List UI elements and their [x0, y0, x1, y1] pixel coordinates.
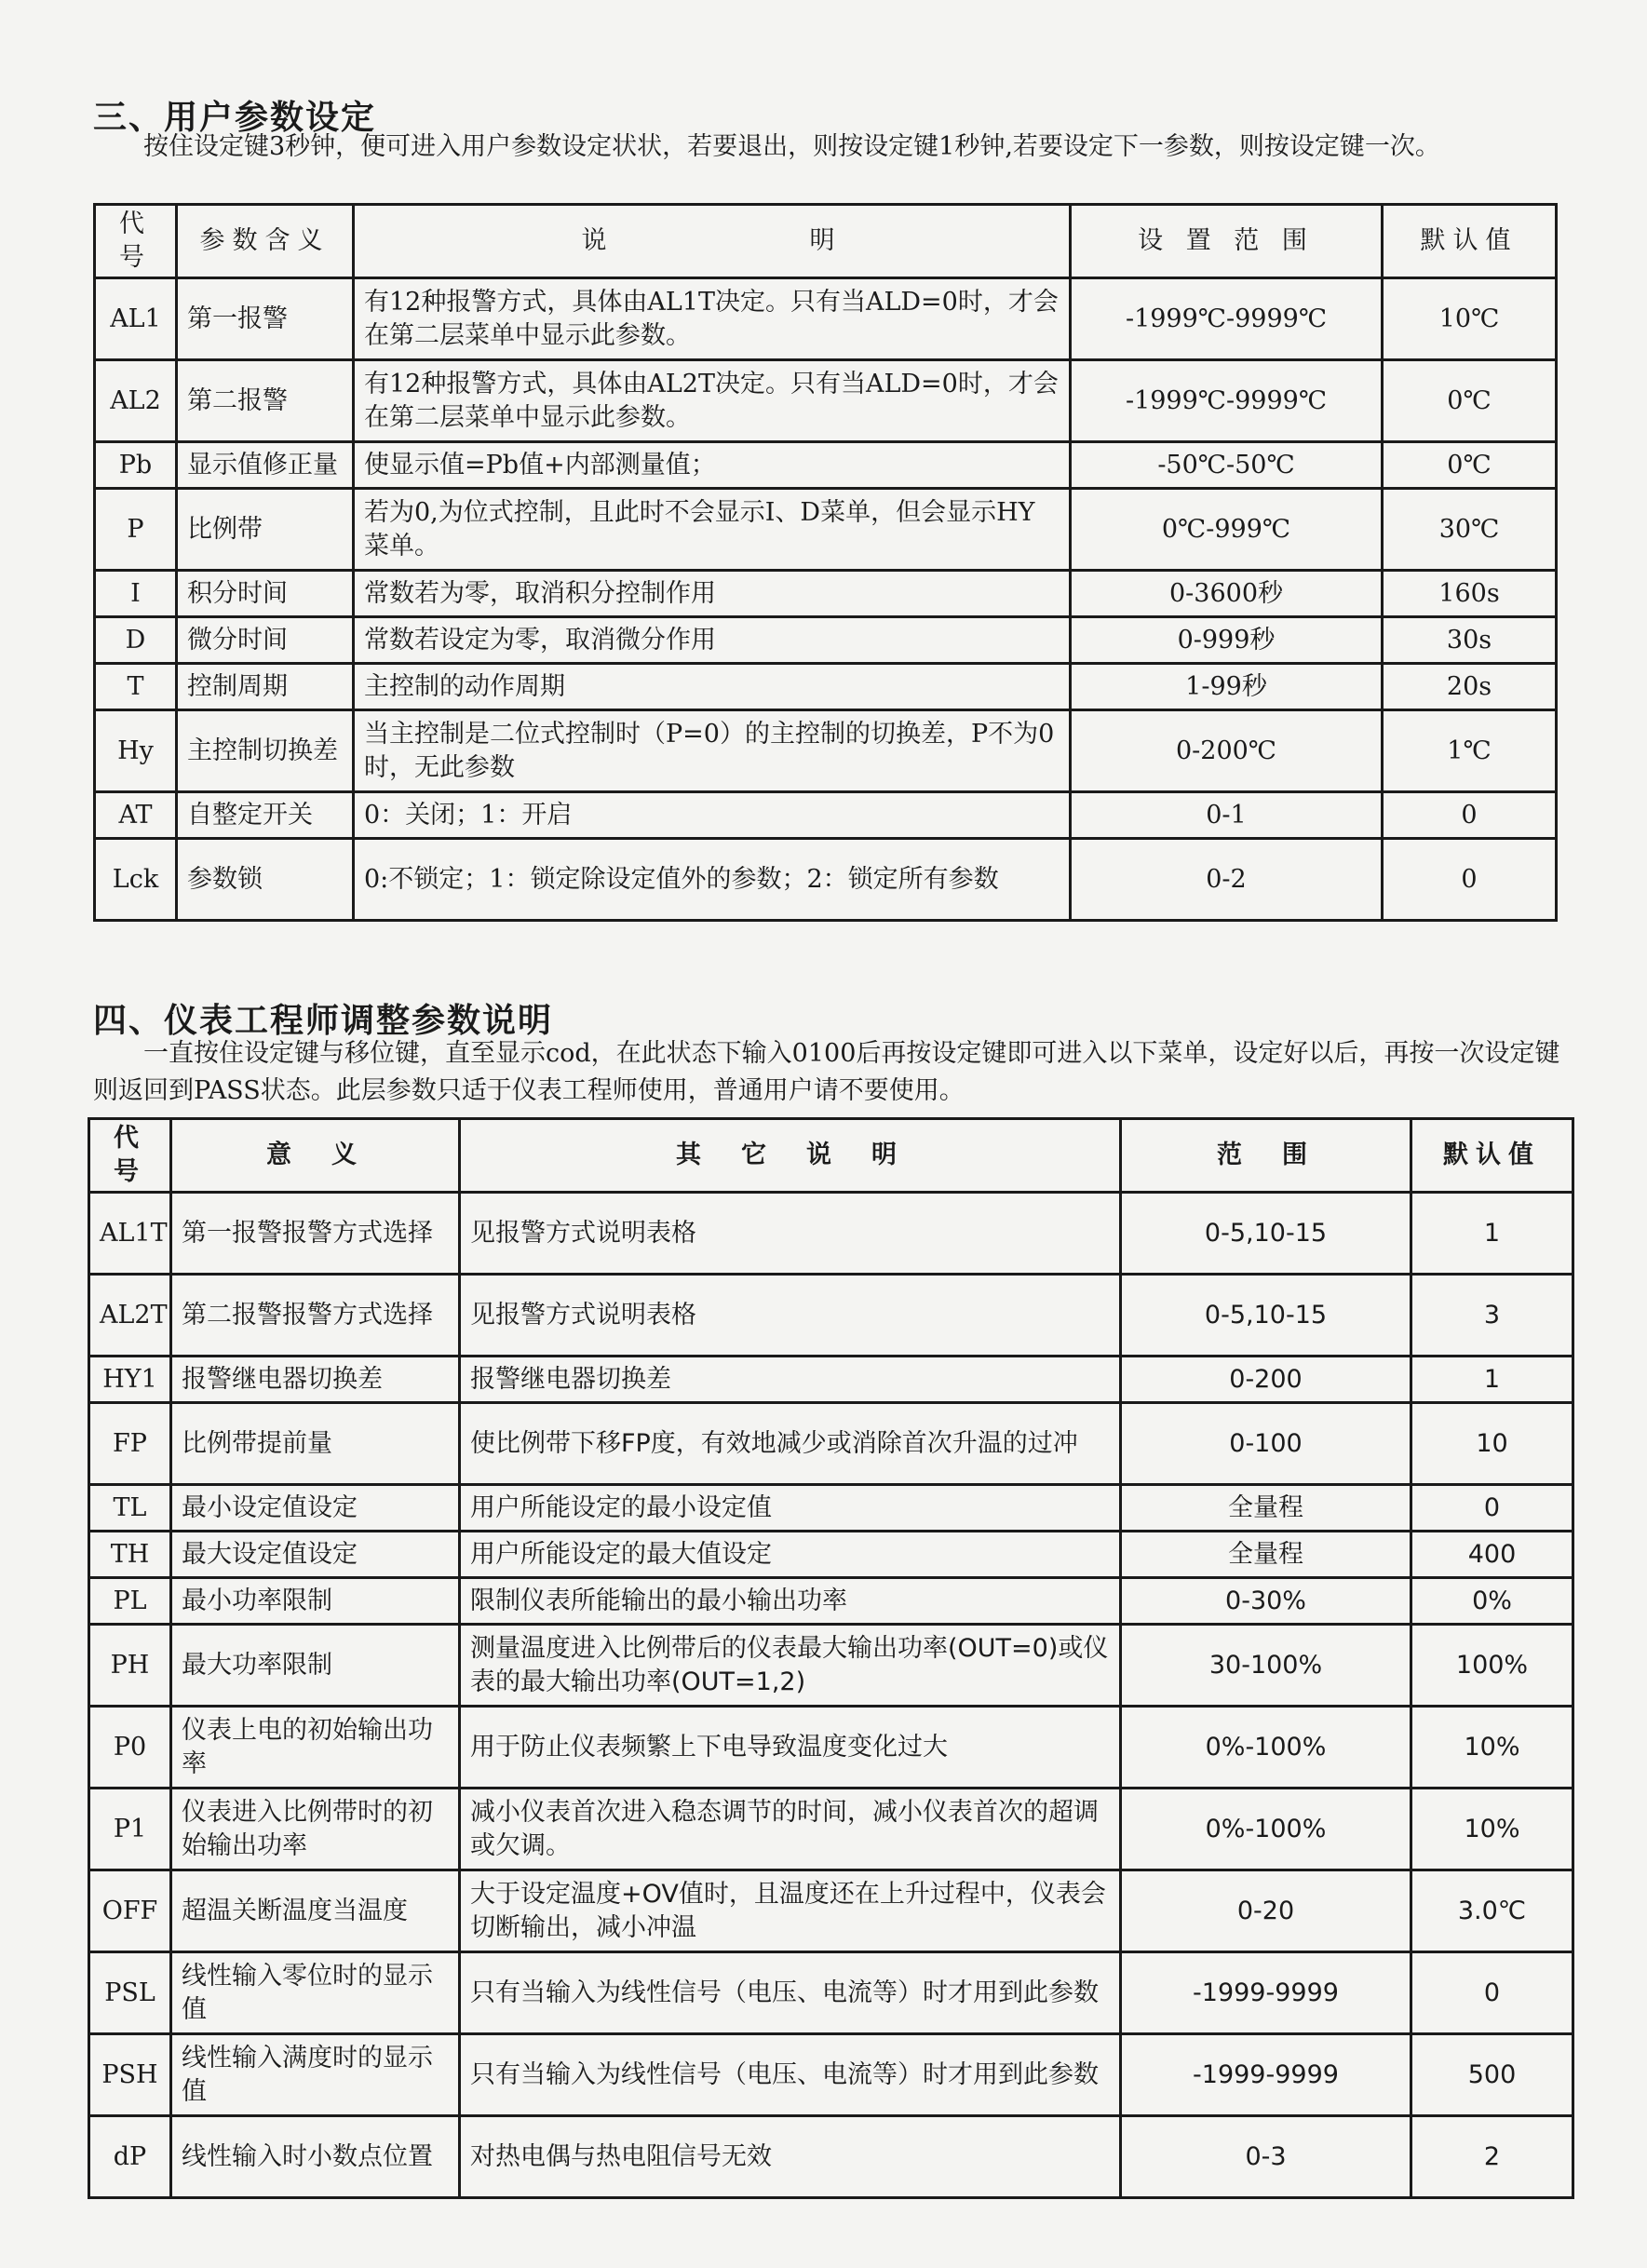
param-code: PSH [89, 2034, 171, 2116]
param-range: 0℃-999℃ [1071, 489, 1383, 571]
param-code: P [95, 489, 177, 571]
header-desc: 其 它 说 明 [460, 1119, 1121, 1193]
param-range: -1999℃-9999℃ [1071, 360, 1383, 442]
header-name: 参数含义 [177, 205, 354, 278]
param-code: Hy [95, 710, 177, 792]
table-header-row [95, 205, 1557, 278]
param-name: 仪表上电的初始输出功率 [171, 1707, 460, 1789]
table-row [89, 1532, 1573, 1578]
param-name: 参数锁 [177, 839, 354, 921]
param-code: AT [95, 792, 177, 839]
table-row [89, 2034, 1573, 2116]
param-default: 0 [1383, 792, 1557, 839]
param-code: P1 [89, 1789, 171, 1870]
table-row [89, 2116, 1573, 2198]
table-row [95, 571, 1557, 617]
param-name: 比例带提前量 [171, 1403, 460, 1485]
param-code: AL2T [89, 1275, 171, 1357]
param-description: 0：关闭；1：开启 [354, 792, 1071, 839]
header-desc: 说 明 [354, 205, 1071, 278]
param-default: 160s [1383, 571, 1557, 617]
table-row [89, 1403, 1573, 1485]
param-range: 0-5,10-15 [1121, 1275, 1411, 1357]
param-code: D [95, 617, 177, 664]
param-description: 测量温度进入比例带后的仪表最大输出功率(OUT=0)或仪表的最大输出功率(OUT=1,2) [460, 1625, 1121, 1707]
param-name: 主控制切换差 [177, 710, 354, 792]
param-default: 500 [1411, 2034, 1573, 2116]
param-name: 第二报警 [177, 360, 354, 442]
param-description: 见报警方式说明表格 [460, 1275, 1121, 1357]
section4-intro: 一直按住设定键与移位键，直至显示cod，在此状态下输入0100后再按设定键即可进入以下菜单，设定好以后，再按一次设定键则返回到PASS状态。此层参数只适于仪表工程师使用，普通用户请不要使用。 [93, 1039, 1560, 1105]
param-name: 最大功率限制 [171, 1625, 460, 1707]
table-row [89, 1357, 1573, 1403]
param-range: 0-999秒 [1071, 617, 1383, 664]
table-row [95, 360, 1557, 442]
param-code: TL [89, 1485, 171, 1532]
param-code: dP [89, 2116, 171, 2198]
header-name: 意 义 [171, 1119, 460, 1193]
table-row [95, 617, 1557, 664]
param-description: 用户所能设定的最大值设定 [460, 1532, 1121, 1578]
param-name: 第一报警报警方式选择 [171, 1193, 460, 1275]
param-range: 0-20 [1121, 1870, 1411, 1952]
param-default: 10℃ [1383, 278, 1557, 360]
param-description: 常数若为零，取消积分控制作用 [354, 571, 1071, 617]
param-range: -1999℃-9999℃ [1071, 278, 1383, 360]
param-default: 0 [1411, 1952, 1573, 2034]
param-default: 1 [1411, 1357, 1573, 1403]
param-name: 超温关断温度当温度 [171, 1870, 460, 1952]
param-default: 20s [1383, 664, 1557, 710]
param-range: 全量程 [1121, 1485, 1411, 1532]
param-range: 0-3600秒 [1071, 571, 1383, 617]
param-name: 第二报警报警方式选择 [171, 1275, 460, 1357]
param-range: 0-5,10-15 [1121, 1193, 1411, 1275]
param-name: 最大设定值设定 [171, 1532, 460, 1578]
param-description: 有12种报警方式，具体由AL1T决定。只有当ALD=0时，才会在第二层菜单中显示此参数。 [354, 278, 1071, 360]
param-name: 最小设定值设定 [171, 1485, 460, 1532]
table-row [89, 1870, 1573, 1952]
table-row [95, 664, 1557, 710]
param-name: 线性输入时小数点位置 [171, 2116, 460, 2198]
param-description: 使比例带下移FP度，有效地减少或消除首次升温的过冲 [460, 1403, 1121, 1485]
param-code: I [95, 571, 177, 617]
param-description: 有12种报警方式，具体由AL2T决定。只有当ALD=0时，才会在第二层菜单中显示此参数。 [354, 360, 1071, 442]
param-description: 限制仪表所能输出的最小输出功率 [460, 1578, 1121, 1625]
param-description: 使显示值=Pb值+内部测量值； [354, 442, 1071, 489]
param-name: 最小功率限制 [171, 1578, 460, 1625]
header-code: 代号 [89, 1119, 171, 1193]
table-row [89, 1275, 1573, 1357]
param-range: 0-30% [1121, 1578, 1411, 1625]
table-row [95, 710, 1557, 792]
param-description: 当主控制是二位式控制时（P=0）的主控制的切换差，P不为0时，无此参数 [354, 710, 1071, 792]
param-description: 常数若设定为零，取消微分作用 [354, 617, 1071, 664]
table-row [95, 839, 1557, 921]
param-description: 减小仪表首次进入稳态调节的时间，减小仪表首次的超调或欠调。 [460, 1789, 1121, 1870]
param-default: 400 [1411, 1532, 1573, 1578]
table-row [95, 792, 1557, 839]
param-description: 用于防止仪表频繁上下电导致温度变化过大 [460, 1707, 1121, 1789]
param-code: AL2 [95, 360, 177, 442]
header-default: 默认值 [1411, 1119, 1573, 1193]
param-range: 0-1 [1071, 792, 1383, 839]
param-name: 控制周期 [177, 664, 354, 710]
table-row [89, 1789, 1573, 1870]
param-range: 30-100% [1121, 1625, 1411, 1707]
param-name: 仪表进入比例带时的初始输出功率 [171, 1789, 460, 1870]
param-default: 0℃ [1383, 442, 1557, 489]
param-code: OFF [89, 1870, 171, 1952]
param-code: AL1 [95, 278, 177, 360]
param-description: 只有当输入为线性信号（电压、电流等）时才用到此参数 [460, 1952, 1121, 2034]
section4-title: 四、仪表工程师调整参数说明 [93, 1002, 554, 1040]
section3-intro: 按住设定键3秒钟，便可进入用户参数设定状状，若要退出，则按设定键1秒钟,若要设定下一参数，则按设定键一次。 [93, 132, 1440, 161]
param-name: 比例带 [177, 489, 354, 571]
param-description: 报警继电器切换差 [460, 1357, 1121, 1403]
param-code: HY1 [89, 1357, 171, 1403]
param-code: Lck [95, 839, 177, 921]
section3-title: 三、用户参数设定 [93, 99, 377, 137]
param-range: 0-3 [1121, 2116, 1411, 2198]
param-description: 大于设定温度+OV值时，且温度还在上升过程中，仪表会切断输出，减小冲温 [460, 1870, 1121, 1952]
param-code: AL1T [89, 1193, 171, 1275]
param-code: PL [89, 1578, 171, 1625]
param-name: 显示值修正量 [177, 442, 354, 489]
param-default: 10 [1411, 1403, 1573, 1485]
param-code: PSL [89, 1952, 171, 2034]
param-range: 0%-100% [1121, 1707, 1411, 1789]
param-default: 1℃ [1383, 710, 1557, 792]
param-description: 只有当输入为线性信号（电压、电流等）时才用到此参数 [460, 2034, 1121, 2116]
param-default: 3.0℃ [1411, 1870, 1573, 1952]
table-row [89, 1193, 1573, 1275]
header-range: 设 置 范 围 [1071, 205, 1383, 278]
param-code: Pb [95, 442, 177, 489]
param-name: 第一报警 [177, 278, 354, 360]
param-description: 主控制的动作周期 [354, 664, 1071, 710]
param-name: 线性输入满度时的显示值 [171, 2034, 460, 2116]
param-name: 自整定开关 [177, 792, 354, 839]
param-description: 用户所能设定的最小设定值 [460, 1485, 1121, 1532]
param-code: T [95, 664, 177, 710]
header-default: 默认值 [1383, 205, 1557, 278]
param-range: 0-200℃ [1071, 710, 1383, 792]
param-range: 全量程 [1121, 1532, 1411, 1578]
param-code: TH [89, 1532, 171, 1578]
param-description: 对热电偶与热电阻信号无效 [460, 2116, 1121, 2198]
param-code: PH [89, 1625, 171, 1707]
param-default: 0 [1411, 1485, 1573, 1532]
engineer-params-table [88, 1117, 1574, 2199]
param-default: 2 [1411, 2116, 1573, 2198]
header-range: 范 围 [1121, 1119, 1411, 1193]
param-default: 0% [1411, 1578, 1573, 1625]
param-range: -1999-9999 [1121, 1952, 1411, 2034]
header-code: 代号 [95, 205, 177, 278]
table-row [89, 1578, 1573, 1625]
table-header-row [89, 1119, 1573, 1193]
param-default: 0 [1383, 839, 1557, 921]
param-default: 10% [1411, 1789, 1573, 1870]
table-row [95, 489, 1557, 571]
table-row [89, 1485, 1573, 1532]
param-name: 报警继电器切换差 [171, 1357, 460, 1403]
param-default: 30s [1383, 617, 1557, 664]
param-default: 1 [1411, 1193, 1573, 1275]
param-default: 100% [1411, 1625, 1573, 1707]
param-name: 线性输入零位时的显示值 [171, 1952, 460, 2034]
table-row [89, 1625, 1573, 1707]
param-default: 30℃ [1383, 489, 1557, 571]
param-description: 若为0,为位式控制，且此时不会显示I、D菜单，但会显示HY菜单。 [354, 489, 1071, 571]
param-code: FP [89, 1403, 171, 1485]
param-range: -1999-9999 [1121, 2034, 1411, 2116]
table-row [89, 1952, 1573, 2034]
param-code: P0 [89, 1707, 171, 1789]
param-name: 微分时间 [177, 617, 354, 664]
param-range: -50℃-50℃ [1071, 442, 1383, 489]
param-range: 0-2 [1071, 839, 1383, 921]
table-row [95, 278, 1557, 360]
user-params-table [93, 203, 1558, 922]
param-range: 0-100 [1121, 1403, 1411, 1485]
param-default: 10% [1411, 1707, 1573, 1789]
param-range: 0-200 [1121, 1357, 1411, 1403]
param-range: 1-99秒 [1071, 664, 1383, 710]
param-name: 积分时间 [177, 571, 354, 617]
param-range: 0%-100% [1121, 1789, 1411, 1870]
param-description: 0:不锁定；1：锁定除设定值外的参数；2：锁定所有参数 [354, 839, 1071, 921]
param-description: 见报警方式说明表格 [460, 1193, 1121, 1275]
param-default: 3 [1411, 1275, 1573, 1357]
table-row [89, 1707, 1573, 1789]
param-default: 0℃ [1383, 360, 1557, 442]
table-row [95, 442, 1557, 489]
